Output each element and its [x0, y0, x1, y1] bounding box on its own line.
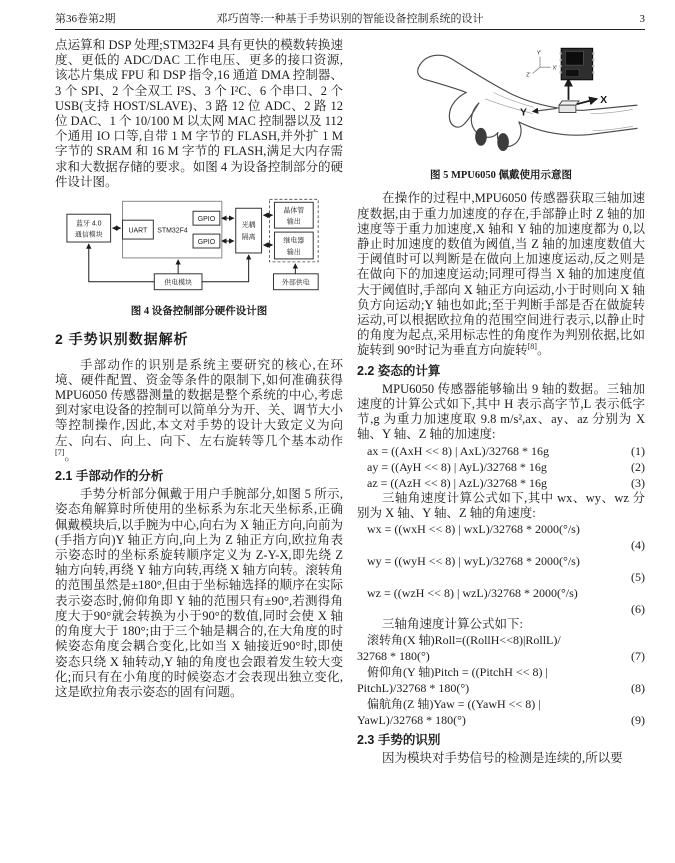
equation-2-number: (2)	[631, 459, 645, 474]
equation-3	[357, 475, 645, 491]
two-column-body	[55, 38, 645, 767]
block-optocoupler-label-2: 隔离	[241, 234, 256, 242]
block-relay-label-2: 输出	[286, 248, 301, 256]
equation-1-number: (1)	[631, 443, 645, 458]
equation-7-line2	[357, 648, 645, 664]
paragraph-acceleration-logic	[357, 191, 645, 358]
paragraph-euler-intro: 三轴角速度计算公式如下:	[382, 617, 523, 632]
equation-6-formula: wz = ((wzH << 8) | wzL)/32768 * 2000(°/s)	[367, 586, 578, 601]
block-external-power-label: 外部供电	[281, 279, 310, 287]
equation-8-line2	[357, 680, 645, 696]
arrow-power-bluetooth	[89, 244, 155, 282]
right-column	[357, 38, 645, 767]
equation-8-line1: 俯仰角(Y 轴)Pitch = ((PitchH << 8) |	[367, 665, 548, 680]
inset-axis-x-label: X′	[552, 65, 558, 72]
equation-2	[357, 459, 645, 475]
equation-1-formula: ax = ((AxH << 8) | AxL)/32768 * 16g	[367, 443, 550, 458]
block-bluetooth-label-2: 通信模块	[74, 231, 103, 239]
equation-5-number: (5)	[631, 570, 645, 585]
citation-ref-7: [7]	[55, 447, 65, 457]
header-page-number: 3	[639, 13, 645, 25]
inset-axis-y-label: Y′	[536, 50, 542, 57]
subsection-heading-2-1: 2.1 手部动作的分析	[55, 469, 164, 484]
axis-x-label: X	[600, 94, 608, 107]
paragraph-gesture-overview-text: 手部动作的识别是系统主要研究的核心,在环境、硬件配置、资金等条件的限制下,如何准确获得 MPU6050 传感器测量的数据是整个系统的中心,考虑到对家电设备的控制可以简单分为开、关、调节大小等控制操作,因此,本文对手势的设计大致定义为向左、向右、向上、向下、左右旋转等几个基本动作	[55, 357, 343, 448]
curled-fingertip-2	[497, 133, 509, 151]
paragraph-acceleration-logic-period: 。	[536, 343, 550, 358]
block-stm32f4-label: STM32F4	[157, 227, 188, 235]
block-bluetooth-label-1: 蓝牙 4.0	[76, 220, 102, 228]
section-heading-2: 2 手势识别数据解析	[55, 331, 189, 348]
block-relay-label-1: 继电器	[283, 237, 305, 245]
equation-9-line1: 偏航角(Z 轴)Yaw = ((YawH << 8) |	[367, 697, 541, 712]
figure-4	[55, 196, 343, 319]
equation-2-formula: ay = ((AyH << 8) | AyL)/32768 * 16g	[367, 459, 547, 474]
paragraph-posture-calc-intro: MPU6050 传感器能够输出 9 轴的数据。三轴加速度的计算公式如下,其中 H 表示高字节,L 表示低字节,g 为重力加速度取 9.8 m/s²,ax、ay、az 分别为 X 轴、Y 轴、Z 轴的加速度:	[357, 381, 645, 442]
header-volume-issue: 第36卷第2期	[55, 13, 116, 25]
equation-7-line1: 滚转角(X 轴)Roll=((RollH<<8)|RollL)/	[367, 633, 561, 648]
figure-4-caption: 图 4 设备控制部分硬件设计图	[130, 306, 268, 318]
block-power-module-label: 供电模块	[164, 279, 193, 287]
arrow-power-opto	[202, 255, 249, 282]
equation-1	[357, 443, 645, 459]
block-optocoupler-label-1: 光耦	[241, 222, 256, 230]
equation-4-number: (4)	[631, 538, 645, 553]
block-uart-label: UART	[128, 227, 148, 235]
equation-8-continuation: PitchL)/32768 * 180(°)	[357, 681, 470, 696]
inset-axes	[533, 57, 551, 74]
axis-x-arrow	[577, 99, 597, 104]
block-optocoupler	[236, 208, 262, 253]
mpu6050-chip-inset	[560, 48, 595, 80]
paragraph-stm32-specs: 点运算和 DSP 处理;STM32F4 具有更快的模数转换速度、更低的 ADC/DAC 工作电压、更多的接口资源,该芯片集成 FPU 和 DSP 指令,16 通道 DMA 控制器、3 个 SPI、2 个全双工 I²S、3 个 I²C、6 个串口、2 个 USB(支持 HOST/SLAVE)、3 路 12 位 ADC、2 路 12 位 DAC、1 个 10/100 M 以太网 MAC 控制器以及 112 个通用 IO 口等,自带 1 M 字节的 FLASH,并外扩 1 M 字节的 SRAM 和 16 M 字节的 FLASH,满足大内存需求和大数据存储的要求。如图 4 为设备控制部分的硬件设计图。	[55, 38, 343, 189]
figure-4-diagram	[55, 196, 343, 296]
axis-y-label: Y	[519, 106, 528, 119]
paragraph-gesture-overview	[55, 358, 343, 464]
equation-7-number: (7)	[631, 649, 645, 664]
equation-9-line2	[357, 712, 645, 728]
header-rule	[55, 29, 645, 30]
sensor-module-front	[559, 105, 576, 112]
equation-7-continuation: 32768 * 180(°)	[357, 649, 430, 664]
subsection-heading-2-2: 2.2 姿态的计算	[357, 363, 441, 378]
page-header	[55, 10, 645, 26]
equation-3-number: (3)	[631, 475, 645, 490]
paragraph-angular-velocity-intro: 三轴角速度计算公式如下,其中 wx、wy、wz 分别为 X 轴、Y 轴、Z 轴的角速度:	[357, 490, 645, 520]
figure-5	[357, 44, 645, 183]
block-gpio-bottom-label: GPIO	[197, 239, 216, 247]
equation-5-formula: wy = ((wyH << 8) | wyL)/32768 * 2000(°/s)	[367, 554, 580, 569]
curled-fingertip-1	[475, 128, 487, 146]
paragraph-acceleration-logic-text: 在操作的过程中,MPU6050 传感器获取三轴加速度数据,由于重力加速度的存在,手部静止时 Z 轴的加速度等于重力加速度,X 轴和 Y 轴的加速度都为 0,以静止时加速度的数值为阈值,当 Z 轴的加速度数值大于阈值时可以判断是在做向上加速度运动,反之则是在做向下的加速度运动;同理可得当 X 轴的加速度值大于阈值时,手部向 X 轴正方向运动,小于时则向 X 轴负方向运动;Y 轴也如此;至于判断手部是否在做旋转运动,可以根据欧拉角的范围空间进行表示,以静止时的角度为起点,采用标志性的角度作为判别依据,比如旋转到 90°时记为垂直方向旋转	[357, 191, 645, 358]
left-column	[55, 38, 343, 767]
axis-y-arrow	[533, 108, 557, 111]
block-transistor-label-2: 输出	[286, 218, 301, 226]
header-running-title: 邓巧茵等:一种基于手势识别的智能设备控制系统的设计	[216, 13, 484, 25]
equation-8-number: (8)	[631, 681, 645, 696]
paragraph-gesture-overview-period: 。	[64, 448, 77, 463]
paragraph-gesture-recognition-start: 因为模块对手势信号的检测是连续的,所以要	[382, 751, 623, 766]
paragraph-hand-motion-analysis: 手势分析部分佩戴于用户手腕部分,如图 5 所示,姿态角解算时所使用的坐标系为东北天坐标系,正确佩戴模块后,以手腕为中心,向右为 X 轴正方向,向前为(手指方向)Y 轴正方向,向上为 Z 轴正方向,欧拉角表示姿态时的坐标系旋转顺序定义为 Z-Y-X,即先绕 Z 轴方向转,再绕 Y 轴方向转,再绕 X 轴方向转。滚转角的范围虽然是±180°,但由于坐标轴选择的顺序在实际表示姿态时,俯仰角即 Y 轴的范围只有±90°,若测得角度大于90°就会转换为小于90°的数值,同时会使 X 轴的角度大于 180°;由于三个轴是耦合的,在大角度的时候姿态角度会耦合变化,比如当 X 轴接近90°时,即使姿态只绕 X 轴转动,Y 轴的角度也会跟着发生较大变化;而只有在小角度的时候姿态才会表现出独立变化,这是欧拉角表示姿态的固有问题。	[55, 487, 343, 699]
inset-axis-z-label: Z′	[526, 72, 531, 79]
citation-ref-8: [8]	[527, 342, 537, 352]
equation-3-formula: az = ((AzH << 8) | AzL)/32768 * 16g	[367, 475, 547, 490]
block-gpio-top-label: GPIO	[197, 216, 216, 224]
subsection-heading-2-3: 2.3 手势的识别	[357, 733, 441, 748]
equation-9-continuation: YawL)/32768 * 180(°)	[357, 713, 466, 728]
block-transistor-label-1: 晶体管	[283, 207, 305, 215]
figure-5-hand-sketch	[357, 44, 645, 160]
figure-5-caption: 图 5 MPU6050 佩戴使用示意图	[429, 170, 573, 182]
equation-9-number: (9)	[631, 713, 645, 728]
sensor-module-top	[559, 101, 579, 105]
equation-6-number: (6)	[631, 602, 645, 617]
equation-4-formula: wx = ((wxH << 8) | wxL)/32768 * 2000(°/s)	[367, 522, 580, 537]
